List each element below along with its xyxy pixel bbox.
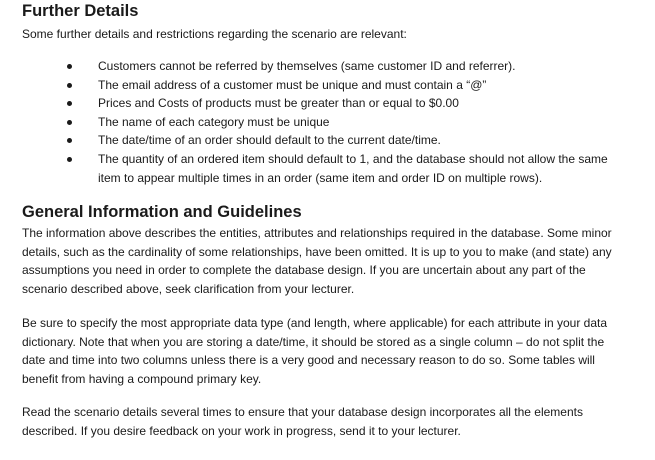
list-item-text: The email address of a customer must be unique and must contain a “@” (98, 77, 487, 92)
list-item-text: Customers cannot be referred by themselves (same customer ID and referrer). (98, 59, 516, 73)
paragraph: Read the scenario details several times to ensure that your database design incorporates all the elements described. If you desire feedback on your work in progress, send it to your lecturer. (22, 405, 583, 438)
list-item-text: The name of each category must be unique (98, 114, 330, 129)
list-item (0, 113, 655, 132)
bullet-icon (67, 64, 72, 69)
bullet-icon (67, 120, 72, 125)
further-details-heading: Further Details (22, 2, 139, 20)
list-item (0, 57, 655, 76)
list-item (0, 94, 655, 113)
bullet-icon (67, 83, 72, 88)
paragraph: The information above describes the entities, attributes and relationships required in the database. Some minor details, such as the cardinality of some relationships, have been omitted. It is up to you to make (and state) any assumptions you need in order to complete the database design. If you are uncertain about any part of the scenario described above, seek clarification from your lecturer. (22, 226, 612, 297)
list-item (0, 150, 655, 187)
list-item-text: The date/time of an order should default to the current date/time. (98, 133, 441, 148)
bullet-icon (67, 101, 72, 106)
paragraph: Be sure to specify the most appropriate data type (and length, where applicable) for each attribute in your data dictionary. Note that when you are storing a date/time, it should be stored as a single column – do not split the date and time into two columns unless there is a very good and necessary reason to do so. Some tables will benefit from having a compound primary key. (22, 316, 608, 387)
list-item-text: Prices and Costs of products must be greater than or equal to $0.00 (98, 96, 459, 111)
general-info-heading: General Information and Guidelines (22, 203, 302, 221)
list-item (0, 76, 655, 95)
list-item-text: The quantity of an ordered item should default to 1, and the database should not allow the same item to appear multiple times in an order (same item and order ID on multiple rows). (98, 151, 608, 185)
restrictions-list (0, 57, 655, 187)
list-item (0, 131, 655, 150)
further-details-intro: Some further details and restrictions regarding the scenario are relevant: (22, 27, 407, 41)
bullet-icon (67, 138, 72, 143)
bullet-icon (67, 157, 72, 162)
